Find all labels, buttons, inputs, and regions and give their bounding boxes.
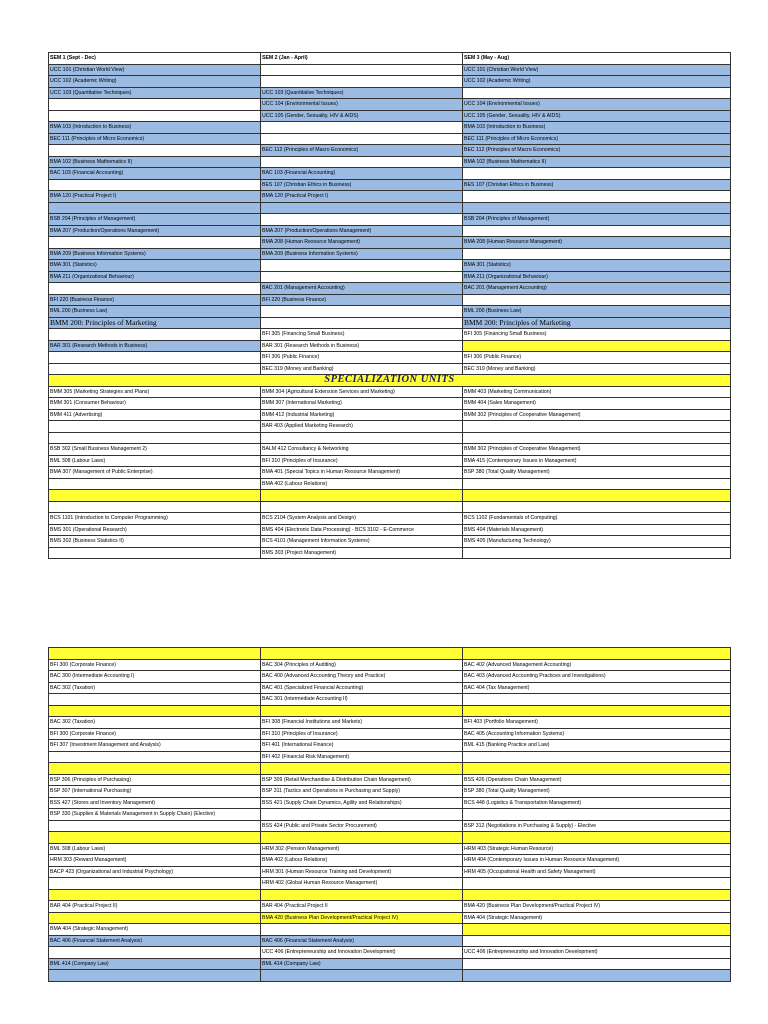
table-cell (49, 694, 261, 706)
table-cell (463, 225, 731, 237)
table-row (49, 843, 731, 855)
table-cell (463, 191, 731, 203)
table-cell (463, 648, 731, 660)
table-row (49, 478, 731, 490)
table-cell: BFI 402 (Financial Risk Management) (261, 751, 463, 763)
table-cell (49, 363, 261, 375)
table-cell (463, 889, 731, 901)
table-row (49, 467, 731, 479)
table-cell (49, 99, 261, 111)
table-cell (261, 306, 463, 318)
table-cell (261, 809, 463, 821)
table-cell: BMA 207 (Production/Operations Management) (49, 225, 261, 237)
table-cell: BMA 208 (Human Resource Management) (261, 237, 463, 249)
table-cell: BEC 111 (Principles of Micro Economics) (49, 133, 261, 145)
table-cell: BMM 302 (Principles of Cooperative Management) (463, 444, 731, 456)
table-cell: BFI 401 (International Finance) (261, 740, 463, 752)
table-cell: BML 414 (Company Law) (261, 958, 463, 970)
table-cell: BFI 306 (Public Finance) (261, 352, 463, 364)
table-cell: BSP 330 (Supplies & Materials Management in Supply Chain) (Elective) (49, 809, 261, 821)
table-cell: BAC 402 (Advanced Management Accounting) (463, 659, 731, 671)
table-row (49, 329, 731, 341)
table-cell: BSP 307 (International Purchasing) (49, 786, 261, 798)
table-row (49, 866, 731, 878)
table-row (49, 317, 731, 329)
table-cell: BMA 404 (Strategic Management) (49, 924, 261, 936)
table-row (49, 513, 731, 525)
table-row (49, 717, 731, 729)
table-cell: BES 107 (Christian Ethics in Business) (463, 179, 731, 191)
column-header: SEM 2 (Jan - April) (261, 53, 463, 65)
table-cell (261, 763, 463, 775)
table-cell: BMM 200: Principles of Marketing (49, 317, 261, 329)
table-cell: BSP 380 (Total Quality Management) (463, 786, 731, 798)
table-cell: UCC 102 (Academic Writing) (463, 76, 731, 88)
table-cell: BMA 402 (Labour Relations) (261, 855, 463, 867)
table-cell: BMS 405 (Manufacturing Technology) (463, 536, 731, 548)
table-cell: BMS 404 (Electronic Data Processing) - BCS 3102 - E-Commerce (261, 524, 463, 536)
table-cell (463, 340, 731, 352)
table-cell (49, 501, 261, 513)
table-cell: BMA 307 (Management of Public Enterprise) (49, 467, 261, 479)
table-cell (261, 122, 463, 134)
table-cell: UCC 104 (Environmental Issues) (261, 99, 463, 111)
table-cell (463, 501, 731, 513)
table-cell (49, 751, 261, 763)
specialization-header-row (49, 375, 731, 387)
table-cell (463, 763, 731, 775)
table-cell (49, 179, 261, 191)
table-cell: BAR 301 (Research Methods in Business) (49, 340, 261, 352)
table-cell (261, 271, 463, 283)
table-cell: BEC 112 (Principles of Macro Economics) (463, 145, 731, 157)
table-row (49, 191, 731, 203)
table-cell: BAC 406 (Financial Statement Analysis) (49, 935, 261, 947)
table-cell: BFI 300 (Corporate Finance) (49, 659, 261, 671)
table-cell: BAC 302 (Taxation) (49, 682, 261, 694)
table-cell: BFI 305 (Financing Small Business) (261, 329, 463, 341)
table-row (49, 820, 731, 832)
table-cell (49, 547, 261, 559)
table-cell: BMA 420 (Business Plan Development/Practical Project IV) (463, 901, 731, 913)
table-cell: HRM 302 (Pension Management) (261, 843, 463, 855)
table-cell (49, 947, 261, 959)
table-cell: BML 308 (Labour Laws) (49, 843, 261, 855)
table-cell (261, 705, 463, 717)
table-cell: HRM 301 (Human Resource Training and Development) (261, 866, 463, 878)
table-cell (261, 970, 463, 982)
table-cell (463, 421, 731, 433)
table-cell (49, 329, 261, 341)
table-row (49, 432, 731, 444)
table-cell (261, 317, 463, 329)
table-cell: BMM 403 (Marketing Communication) (463, 386, 731, 398)
table-cell (49, 145, 261, 157)
table-row (49, 444, 731, 456)
table-row (49, 110, 731, 122)
table-row (49, 797, 731, 809)
table-cell: BMM 305 (Marketing Strategies and Plans) (49, 386, 261, 398)
table-cell (463, 958, 731, 970)
table-cell: BFI 220 (Business Finance) (49, 294, 261, 306)
table-cell: BFI 310 (Principles of Insurance) (261, 728, 463, 740)
table-cell (261, 432, 463, 444)
table-cell (49, 820, 261, 832)
table-cell: BMA 120 (Practical Project I) (261, 191, 463, 203)
table-cell: BEC 111 (Principles of Micro Economics) (463, 133, 731, 145)
table-cell: BMA 120 (Practical Project I) (49, 191, 261, 203)
table-cell: BSB 204 (Principles of Management) (463, 214, 731, 226)
table-row (49, 294, 731, 306)
table-cell: BAC 403 (Advanced Accounting Practices and Investigations) (463, 671, 731, 683)
table-cell: BMA 209 (Business Information Systems) (49, 248, 261, 260)
table-cell: BMA 404 (Strategic Management) (463, 912, 731, 924)
table-cell: BFI 220 (Business Finance) (261, 294, 463, 306)
table-cell (49, 878, 261, 890)
table-cell: BSB 204 (Principles of Management) (49, 214, 261, 226)
table-row (49, 889, 731, 901)
table-cell: BALM 412 Consultancy & Networking (261, 444, 463, 456)
table-cell: BAR 404 (Practical Project II (261, 901, 463, 913)
table-row (49, 786, 731, 798)
table-cell: BMM 302 (Principles of Cooperative Management) (463, 409, 731, 421)
table-cell (49, 110, 261, 122)
table-cell: HRM 405 (Occupational Health and Safety Management) (463, 866, 731, 878)
table-cell: BFI 308 (Financial Institutions and Markets) (261, 717, 463, 729)
table-cell: BML 414 (Company Law) (49, 958, 261, 970)
table-cell (463, 935, 731, 947)
table-cell (463, 168, 731, 180)
table-row (49, 935, 731, 947)
table-cell: BCS 1102 (Fundamentals of Computing) (463, 513, 731, 525)
table-cell (463, 490, 731, 502)
table-cell: BMS 301 (Operational Research) (49, 524, 261, 536)
table-cell: BSP 309 (Retail Merchandise & Distribution Chain Management) (261, 774, 463, 786)
table-row (49, 924, 731, 936)
table-cell: BSS 427 (Stores and Inventory Management) (49, 797, 261, 809)
table-cell: BML 200 (Business Law) (49, 306, 261, 318)
table-cell (463, 87, 731, 99)
table-cell: BMA 207 (Production/Operations Management) (261, 225, 463, 237)
table-row (49, 740, 731, 752)
table-row (49, 248, 731, 260)
table-cell: BAC 405 (Accounting Information Systems) (463, 728, 731, 740)
table-cell: BML 415 (Banking Practice and Law) (463, 740, 731, 752)
table-row (49, 901, 731, 913)
table-cell (261, 64, 463, 76)
table-cell (261, 202, 463, 214)
table-cell (49, 912, 261, 924)
table-row (49, 409, 731, 421)
table-cell: BMA 402 (Labour Relations) (261, 478, 463, 490)
table-cell: BAC 400 (Advanced Accounting Theory and Practice) (261, 671, 463, 683)
table-cell: BCS 2104 (System Analysis and Design) (261, 513, 463, 525)
table-cell: UCC 103 (Quantitative Techniques) (49, 87, 261, 99)
table-cell: BAR 301 (Research Methods in Business) (261, 340, 463, 352)
semester-schedule-table (48, 52, 731, 559)
table-cell: BAC 103 (Financial Accounting) (49, 168, 261, 180)
table-cell (49, 889, 261, 901)
table-row (49, 947, 731, 959)
table-cell: BAC 302 (Taxation) (49, 717, 261, 729)
table-cell: BMM 307 (International Marketing) (261, 398, 463, 410)
table-cell (49, 352, 261, 364)
table-row (49, 237, 731, 249)
table-cell: HRM 403 (Strategic Human Resource) (463, 843, 731, 855)
table-cell: BMA 103 (Introduction to Business) (49, 122, 261, 134)
table-cell (463, 432, 731, 444)
table-cell: BAC 301 (Intermediate Accounting II) (261, 694, 463, 706)
table-row (49, 501, 731, 513)
table-row (49, 271, 731, 283)
table-cell: BCS 1101 (Introduction to Computer Programming) (49, 513, 261, 525)
table-cell: BMM 412 (Industrial Marketing) (261, 409, 463, 421)
table-cell: UCC 105 (Gender, Sexuality, HIV & AIDS) (261, 110, 463, 122)
table-row (49, 524, 731, 536)
table-cell: BMM 304 (Agricultural Extension Services and Marketing) (261, 386, 463, 398)
table-row (49, 122, 731, 134)
table-cell: BFI 403 (Portfolio Management) (463, 717, 731, 729)
table-row (49, 76, 731, 88)
table-cell (261, 76, 463, 88)
table-cell: BMM 200: Principles of Marketing (463, 317, 731, 329)
table-cell (261, 214, 463, 226)
table-cell: BMA 211 (Organizational Behaviour) (49, 271, 261, 283)
table-row (49, 671, 731, 683)
table-cell (261, 490, 463, 502)
table-cell: BAC 201 (Management Accounting) (463, 283, 731, 295)
table-cell (49, 970, 261, 982)
table-cell (261, 260, 463, 272)
table-row (49, 648, 731, 660)
table-cell: HRM 404 (Contemporary Issues in Human Resource Management) (463, 855, 731, 867)
table-row (49, 832, 731, 844)
table-cell: BAC 300 (Intermediate Accounting I) (49, 671, 261, 683)
table-cell (463, 751, 731, 763)
table-cell (49, 832, 261, 844)
table-cell: BACP 423 (Organizational and Industrial Psychology) (49, 866, 261, 878)
header-row (49, 53, 731, 65)
table-cell (261, 832, 463, 844)
table-row (49, 490, 731, 502)
table-cell: BMA 102 (Business Mathematics II) (463, 156, 731, 168)
table-cell: BFI 305 (Financing Small Business) (463, 329, 731, 341)
table-cell: BSS 426 (Operations Chain Management) (463, 774, 731, 786)
table-row (49, 260, 731, 272)
table-cell (463, 547, 731, 559)
table-cell (49, 283, 261, 295)
table-cell (49, 705, 261, 717)
table-cell (49, 763, 261, 775)
table-cell (49, 202, 261, 214)
column-header: SEM 3 (May - Aug) (463, 53, 731, 65)
table-cell (463, 694, 731, 706)
table-cell: UCC 406 (Entrepreneurship and Innovation Development) (261, 947, 463, 959)
table-cell: BMA 102 (Business Mathematics II) (49, 156, 261, 168)
table-row (49, 970, 731, 982)
table-row (49, 547, 731, 559)
table-cell: HRM 303 (Reward Management) (49, 855, 261, 867)
table-cell (463, 294, 731, 306)
table-cell: BMA 401 (Special Topics in Human Resource Management) (261, 467, 463, 479)
table-row (49, 225, 731, 237)
table-cell: BAC 103 (Financial Accounting) (261, 168, 463, 180)
table-cell (463, 832, 731, 844)
table-row (49, 421, 731, 433)
table-row (49, 64, 731, 76)
table-cell: BMA 301 (Statistics) (463, 260, 731, 272)
table-row (49, 386, 731, 398)
table-row (49, 912, 731, 924)
table-row (49, 214, 731, 226)
table-row (49, 455, 731, 467)
table-row (49, 306, 731, 318)
table-cell: BMS 302 (Business Statistics II) (49, 536, 261, 548)
table-cell: BEC 319 (Money and Banking) (463, 363, 731, 375)
table-row (49, 340, 731, 352)
table-cell: BMA 209 (Business Information Systems) (261, 248, 463, 260)
table-row (49, 682, 731, 694)
table-cell: BMA 211 (Organizational Behaviour) (463, 271, 731, 283)
table-cell: BSP 311 (Tactics and Operations in Purchasing and Supply) (261, 786, 463, 798)
table-row (49, 398, 731, 410)
table-cell (463, 970, 731, 982)
table-cell: BAR 403 (Applied Marketing Research) (261, 421, 463, 433)
table-row (49, 363, 731, 375)
table-cell (49, 648, 261, 660)
table-row (49, 694, 731, 706)
table-cell: BMA 301 (Statistics) (49, 260, 261, 272)
table-cell: UCC 101 (Christian World View) (49, 64, 261, 76)
table-cell: UCC 103 (Quantitative Techniques) (261, 87, 463, 99)
table-cell (463, 878, 731, 890)
table-cell: BAC 401 (Specialized Financial Accounting) (261, 682, 463, 694)
table-cell: HRM 402 (Global Human Resource Management) (261, 878, 463, 890)
table-row (49, 156, 731, 168)
table-cell: BFI 310 (Principles of Insurance) (261, 455, 463, 467)
table-row (49, 855, 731, 867)
table-cell: BEC 319 (Money and Banking) (261, 363, 463, 375)
table-cell: BSP 306 (Principles of Purchasing) (49, 774, 261, 786)
table-cell (261, 156, 463, 168)
table-cell: BAR 404 (Practical Project II) (49, 901, 261, 913)
table-cell: BSP 312 (Negotiations in Purchasing & Supply) - Elective (463, 820, 731, 832)
table-row (49, 168, 731, 180)
table-cell (261, 133, 463, 145)
table-row (49, 728, 731, 740)
table-cell (49, 478, 261, 490)
table-cell (261, 924, 463, 936)
table-cell: UCC 102 (Academic Writing) (49, 76, 261, 88)
table-cell: BSS 421 (Supply Chain Dynamics, Agility and Relationships) (261, 797, 463, 809)
table-cell: BFI 307 (Investment Management and Analysis) (49, 740, 261, 752)
table-cell: BSS 424 (Public and Private Sector Procurement) (261, 820, 463, 832)
table-cell: BMA 420 (Business Plan Development/Practical Project IV) (261, 912, 463, 924)
table-cell: BAC 201 (Management Accounting) (261, 283, 463, 295)
table-cell: BAC 404 (Tax Management) (463, 682, 731, 694)
table-row (49, 751, 731, 763)
table-row (49, 958, 731, 970)
table-cell (463, 202, 731, 214)
specialization-title: SPECIALIZATION UNITS (49, 375, 731, 387)
table-row (49, 99, 731, 111)
table-row (49, 133, 731, 145)
specialization-schedule-table (48, 647, 731, 982)
table-cell: BML 200 (Business Law) (463, 306, 731, 318)
table-cell: BMM 411 (Advertising) (49, 409, 261, 421)
table-cell (49, 237, 261, 249)
table-row (49, 179, 731, 191)
table-cell (261, 648, 463, 660)
table-row (49, 352, 731, 364)
table-cell: BES 107 (Christian Ethics in Business) (261, 179, 463, 191)
table-cell: BMA 103 (Introduction to Business) (463, 122, 731, 134)
table-cell: BCS 4101 (Management Information Systems) (261, 536, 463, 548)
table-cell (49, 432, 261, 444)
table-cell: BSB 302 (Small Business Management 2) (49, 444, 261, 456)
table-cell: UCC 104 (Environmental Issues) (463, 99, 731, 111)
table-cell: BCS 448 (Logistics & Transportation Management) (463, 797, 731, 809)
table-cell: BAC 304 (Principles of Auditing) (261, 659, 463, 671)
table-cell (261, 889, 463, 901)
table-cell (49, 490, 261, 502)
table-cell: UCC 406 (Entrepreneurship and Innovation Development) (463, 947, 731, 959)
table-cell: BMM 301 (Consumer Behaviour) (49, 398, 261, 410)
table-row (49, 145, 731, 157)
table-cell (261, 501, 463, 513)
table-cell: BFI 306 (Public Finance) (463, 352, 731, 364)
table-cell: BEC 112 (Principles of Macro Economics) (261, 145, 463, 157)
table-cell (463, 248, 731, 260)
table-cell: BMM 404 (Sales Management) (463, 398, 731, 410)
table-cell (463, 705, 731, 717)
table-cell (463, 924, 731, 936)
table-row (49, 763, 731, 775)
table-cell (463, 809, 731, 821)
table-cell: BFI 300 (Corporate Finance) (49, 728, 261, 740)
table-row (49, 283, 731, 295)
table-row (49, 774, 731, 786)
table-row (49, 878, 731, 890)
table-cell: UCC 105 (Gender, Sexuality, HIV & AIDS) (463, 110, 731, 122)
table-row (49, 659, 731, 671)
table-cell: BAC 406 (Financial Statement Analysis) (261, 935, 463, 947)
table-cell: UCC 101 (Christian World View) (463, 64, 731, 76)
table-row (49, 809, 731, 821)
table-cell: BMA 415 (Contemporary Issues in Management) (463, 455, 731, 467)
table-cell: BMS 404 (Materials Management) (463, 524, 731, 536)
table-cell: BML 308 (Labour Laws) (49, 455, 261, 467)
table-row (49, 202, 731, 214)
table-cell (49, 421, 261, 433)
table-cell: BSP 380 (Total Quality Management) (463, 467, 731, 479)
table-row (49, 536, 731, 548)
table-cell: BMA 208 (Human Resource Management) (463, 237, 731, 249)
table-row (49, 87, 731, 99)
table-cell: BMS 303 (Project Management) (261, 547, 463, 559)
table-row (49, 705, 731, 717)
table-cell (463, 478, 731, 490)
column-header: SEM 1 (Sept - Dec) (49, 53, 261, 65)
